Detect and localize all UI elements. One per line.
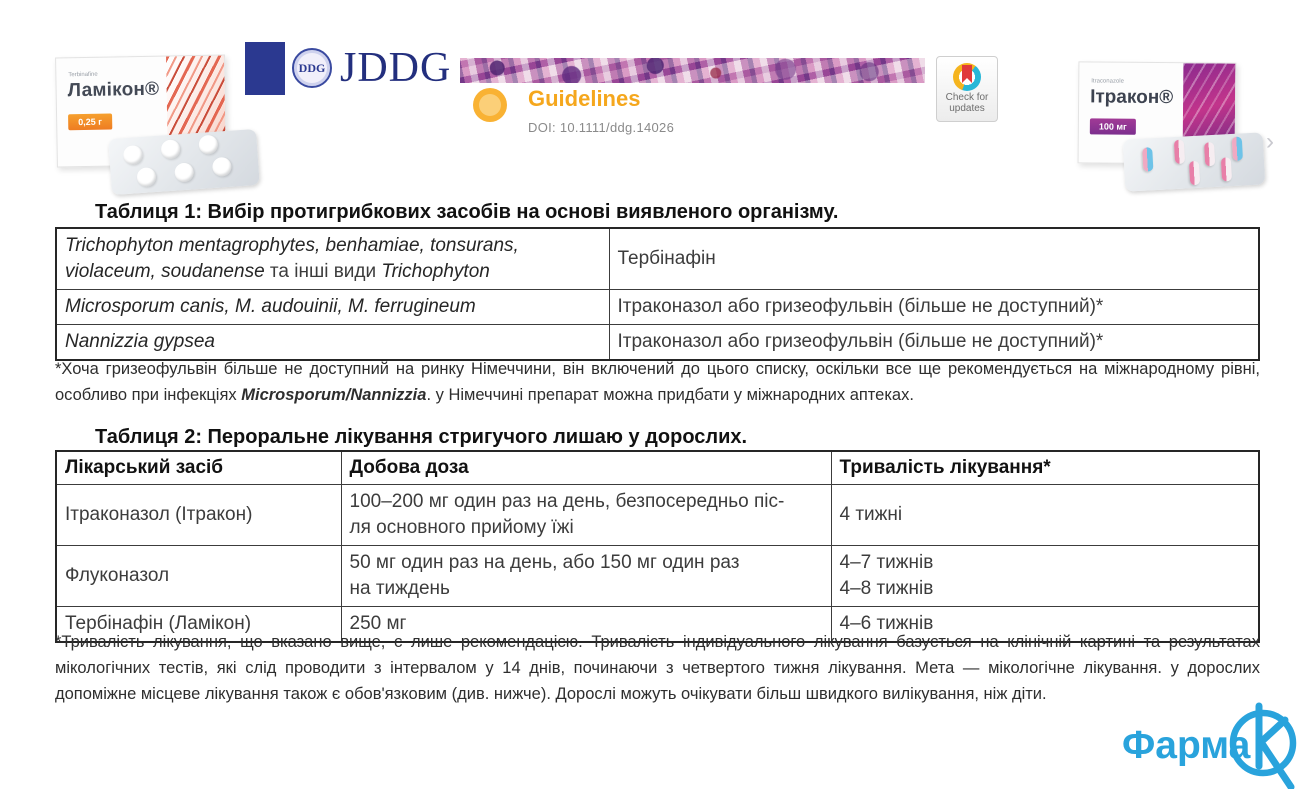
bookmark-ribbon-icon bbox=[962, 65, 972, 83]
drug-cell: Тербінафін (Ламікон) bbox=[56, 607, 341, 643]
organism-cell: Nannizzia gypsea bbox=[56, 325, 609, 361]
organism-cell: Trichophyton mentagrophytes, benhamiae, tonsurans, violaceum, soudanense та інші види Trichophyton bbox=[56, 228, 609, 290]
organism-cell: Microsporum canis, M. audouinii, M. ferrugineum bbox=[56, 290, 609, 325]
lamicon-product-image bbox=[52, 52, 262, 192]
duration-cell: 4–7 тижнів 4–8 тижнів bbox=[831, 546, 1259, 607]
table-row bbox=[56, 485, 1259, 546]
itracon-subtitle: Itraconazole bbox=[1091, 78, 1124, 85]
jddg-rect-decoration bbox=[245, 42, 285, 95]
duration-cell: 4 тижні bbox=[831, 485, 1259, 546]
check-for-updates-label: Check for updates bbox=[945, 92, 989, 114]
table2-footnote: *Тривалість лікування, що вказано вище, є лише рекомендацією. Тривалість індивідуального лікування базується на клінічній картині та результатах мікологічних тестів, які слід проводити з інтервалом у 14 днів, починаючи з четвертого тижня лікування. Мета — мікологічне лікування. у дорослих допоміжне місцеве лікування також є обов'язковим (див. нижче). Дорослі можуть очікувати більш швидкого вилікування, ніж діти. bbox=[55, 633, 1260, 703]
itracon-dose-badge: 100 мг bbox=[1090, 118, 1136, 134]
farmak-text: Фарма bbox=[1122, 724, 1251, 767]
agent-cell: Ітраконазол або гризеофульвін (більше не доступний)* bbox=[609, 290, 1259, 325]
agent-cell: Тербінафін bbox=[609, 228, 1259, 290]
dose-cell: 250 мг bbox=[341, 607, 831, 643]
table1 bbox=[55, 227, 1260, 361]
table2 bbox=[55, 450, 1260, 643]
itracon-product-image bbox=[1072, 58, 1272, 193]
column-header: Тривалість лікування* bbox=[831, 451, 1259, 485]
histology-image bbox=[460, 58, 925, 83]
dose-cell: 100–200 мг один раз на день, безпосередньо піс- ля основного прийому їжі bbox=[341, 485, 831, 546]
chevron-right-icon[interactable]: › bbox=[1266, 128, 1274, 155]
jddg-logo bbox=[245, 42, 452, 98]
agent-cell: Ітраконазол або гризеофульвін (більше не доступний)* bbox=[609, 325, 1259, 361]
table2-title: Таблиця 2: Пероральне лікування стригучого лишаю у дорослих. bbox=[95, 426, 748, 448]
table-row bbox=[56, 325, 1259, 361]
column-header: Лікарський засіб bbox=[56, 451, 341, 485]
itracon-blister-pack bbox=[1123, 132, 1266, 191]
check-for-updates-icon bbox=[953, 63, 981, 91]
doi-text: DOI: 10.1111/ddg.14026 bbox=[528, 120, 675, 135]
table-row bbox=[56, 228, 1259, 290]
farmak-logo-svg bbox=[1122, 698, 1307, 789]
table-row bbox=[56, 546, 1259, 607]
ddg-emblem-icon: DDG bbox=[292, 48, 332, 88]
jddg-title: JDDG bbox=[340, 45, 452, 91]
drug-cell: Ітраконазол (Ітракон) bbox=[56, 485, 341, 546]
lamicon-subtitle: Terbinafine bbox=[68, 71, 98, 79]
table-header-row bbox=[56, 451, 1259, 485]
dose-cell: 50 мг один раз на день, або 150 мг один раз на тиждень bbox=[341, 546, 831, 607]
farmak-logo bbox=[1122, 698, 1307, 789]
table1-footnote: *Хоча гризеофульвін більше не доступний на ринку Німеччини, він включений до цього списку, оскільки все ще рекомендується на міжнародному рівні, особливо при інфекціях Microsporum/Nannizzia. у Німеччині препарат можна придбати у міжнародних аптеках. bbox=[55, 360, 1260, 404]
duration-cell: 4–6 тижнів bbox=[831, 607, 1259, 643]
guidelines-title: Guidelines bbox=[528, 86, 641, 111]
lamicon-blister-pack bbox=[108, 129, 260, 195]
guidelines-bullet-icon bbox=[473, 88, 507, 122]
lamicon-dose-badge: 0,25 г bbox=[68, 114, 112, 131]
drug-cell: Флуконазол bbox=[56, 546, 341, 607]
itracon-name: Ітракон® bbox=[1090, 86, 1174, 109]
check-for-updates-badge[interactable] bbox=[936, 56, 998, 122]
table1-title: Таблиця 1: Вибір протигрибкових засобів на основі виявленого організму. bbox=[95, 201, 839, 223]
farmak-k-arm bbox=[1261, 720, 1285, 742]
column-header: Добова доза bbox=[341, 451, 831, 485]
lamicon-name: Ламікон® bbox=[67, 78, 160, 102]
table-row bbox=[56, 290, 1259, 325]
